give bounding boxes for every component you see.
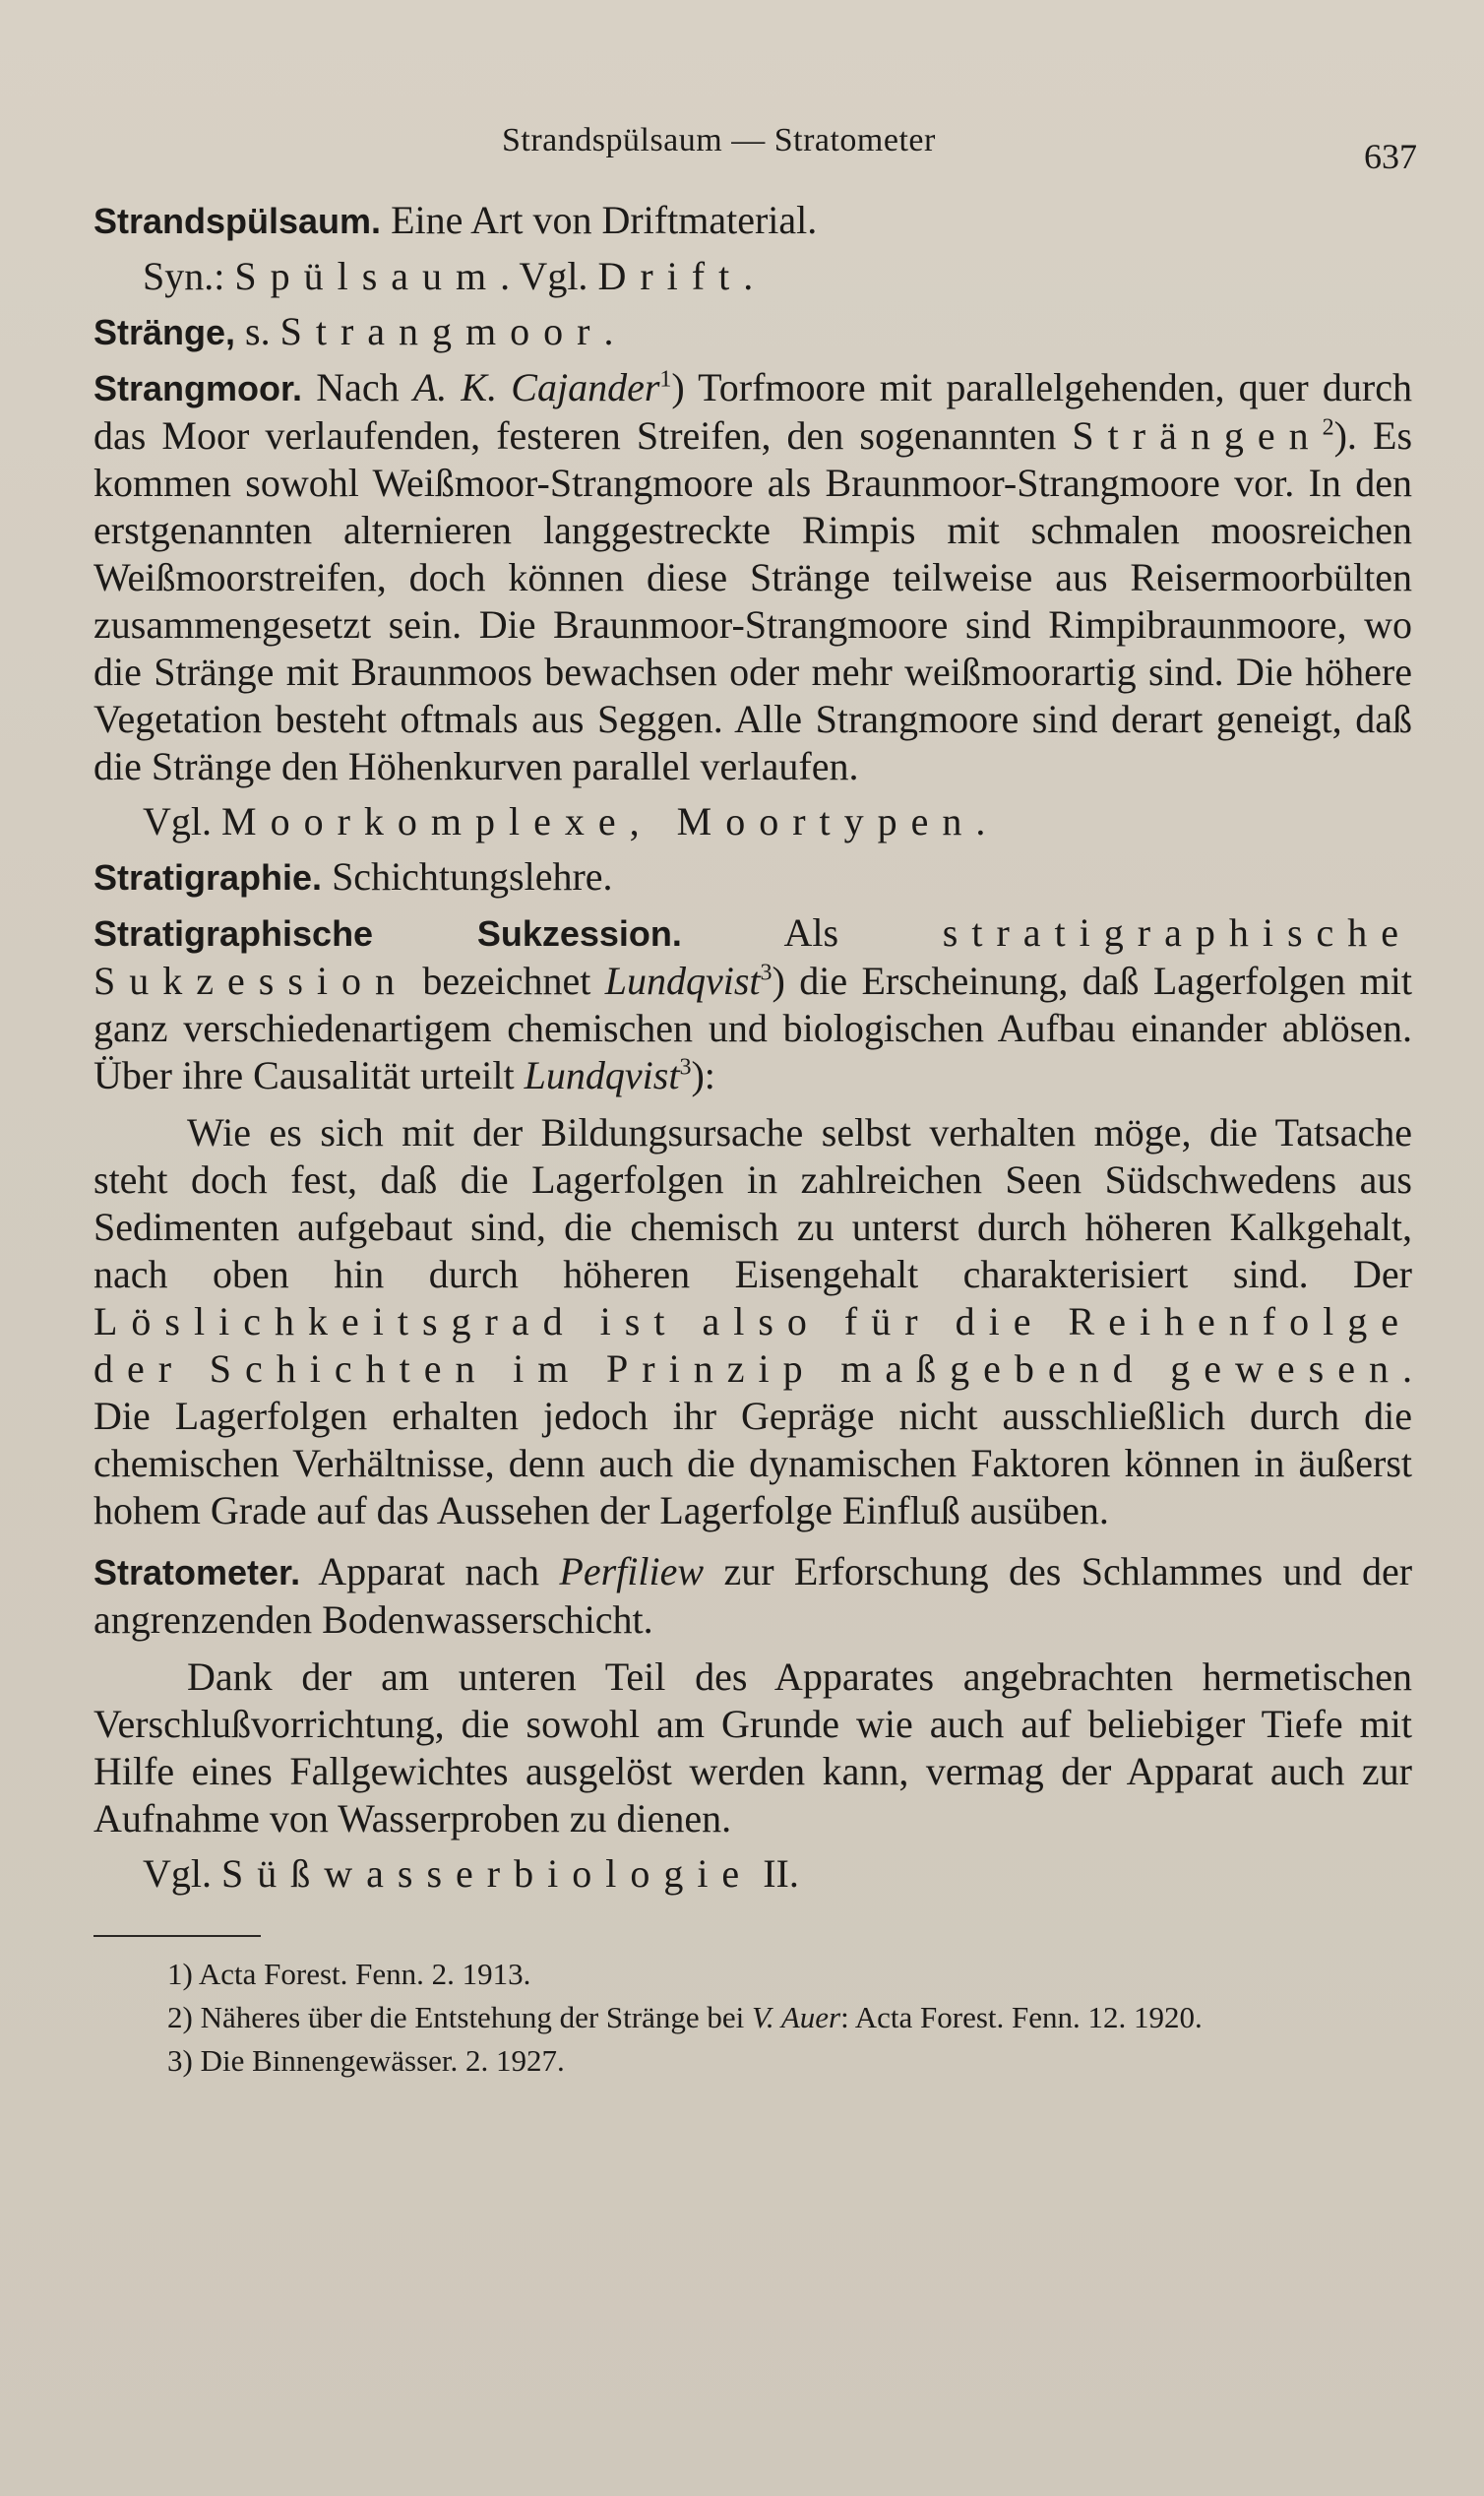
footnote (93, 1998, 1412, 2037)
author-name: Perfiliew (559, 1549, 705, 1593)
entry-term: Stratometer. (93, 1552, 301, 1592)
see-prefix: s. (245, 309, 271, 353)
entry-term: Stratigraphie. (93, 857, 323, 898)
footnote-marker: 1) (167, 1957, 193, 1991)
text: ) Torfmoore mit parallelgehenden, quer durch das Moor verlaufenden, festeren Streifen, den sogenannten (93, 365, 1413, 458)
entry-strandspuelsaum (93, 197, 1412, 245)
spaced-term: Strängen (1072, 413, 1323, 458)
quote-spaced: Löslichkeitsgrad ist also für die Reihenfolge der Schichten im Prinzip maßgebend gewesen (93, 1299, 1412, 1391)
text: zur Erforschung des Schlammes und der angrenzenden Bodenwasserschicht. (93, 1549, 1413, 1642)
author-name: Lundqvist (604, 959, 761, 1003)
running-head: Strandspülsaum — Stratometer (502, 122, 936, 158)
text: Als (783, 910, 839, 955)
text: ). Es kommen sowohl Weißmoor-Strangmoore als Braunmoor-Strangmoore vor. In den erstgenannten alternieren langgestreckte Rimpis mit schmalen moosreichen Weißmoorstreifen, doch können diese Stränge teilweise aus Reisermoorbülten zusammengesetzt sein. Die Braunmoor-Strangmoore sind Rimpibraunmoore, wo die Stränge mit Braunmoos bewachsen oder mehr weißmoorartig sind. Die höhere Vegetation besteht oftmals aus Seggen. Alle Strangmoore sind derart geneigt, daß die Stränge den Höhenkurven parallel verlaufen. (93, 413, 1413, 788)
paragraph: Dank der am unteren Teil des Apparates angebrachten hermetischen Verschlußvorrichtung, die sowohl am Grunde wie auch auf beliebiger Tiefe mit Hilfe eines Fallgewichtes ausgelöst werden kann, vermag der Apparat auch zur Aufnahme von Wasserproben zu dienen. (93, 1654, 1412, 1841)
footnote-text: Acta Forest. Fenn. 2. 1913. (198, 1957, 531, 1991)
entry-stratigraphische-sukzession (93, 909, 1412, 1099)
syn-vgl: . Vgl. (500, 254, 588, 298)
page-header (128, 118, 1417, 177)
vgl-prefix: Vgl. (143, 799, 212, 843)
entry-term: Stratigraphische Sukzession. (93, 913, 682, 954)
syn-ref: Drift (597, 254, 744, 298)
entry-straenge (93, 308, 1412, 356)
footnote-text: Näheres über die Entstehung der Stränge bei (200, 2000, 745, 2034)
entry-term: Strandspülsaum. (93, 201, 382, 241)
page-body (93, 197, 1412, 2085)
footnote-ref: 2 (1322, 414, 1334, 441)
page-number: 637 (1364, 137, 1417, 176)
vgl-end: II. (763, 1851, 799, 1896)
quotation (93, 1109, 1412, 1534)
text: bezeichnet (422, 959, 591, 1003)
footnote-marker: 2) (167, 2000, 193, 2034)
footnote-text: : Acta Forest. Fenn. 12. 1920. (840, 2000, 1203, 2034)
footnotes (93, 1955, 1412, 2081)
text: Apparat nach (318, 1549, 539, 1593)
see-ref: Strangmoor (279, 309, 604, 353)
syn-end: . (743, 254, 754, 298)
synonym-line (93, 253, 1412, 300)
vgl-prefix: Vgl. (143, 1851, 212, 1896)
entry-strangmoor (93, 364, 1412, 790)
footnote-ref: 3 (679, 1054, 692, 1081)
footnote-text: Die Binnengewässer. 2. 1927. (200, 2043, 565, 2078)
vgl-refs: Süßwasserbiologie (221, 1851, 754, 1896)
footnote (93, 1955, 1412, 1994)
author-name: Lundqvist (524, 1053, 680, 1097)
entry-term: Stränge, (93, 312, 236, 352)
quote-text: . Die Lagerfolgen erhalten jedoch ihr Gepräge nicht ausschließlich durch die chemischen Verhältnisse, denn auch die dynamischen Faktoren können in äußerst hohem Grade auf das Aussehen der Lagerfolge Einfluß ausüben. (93, 1346, 1412, 1532)
author-name: A. K. Cajander (412, 365, 660, 409)
author-name: V. Auer (751, 2000, 841, 2034)
footnote-ref: 3 (760, 960, 773, 986)
see-end: . (603, 309, 614, 353)
syn-prefix: Syn.: (143, 254, 225, 298)
entry-definition: Schichtungslehre. (332, 854, 613, 899)
footnote-ref: 1 (659, 366, 672, 393)
entry-term: Strangmoor. (93, 368, 303, 408)
entry-stratigraphie (93, 853, 1412, 902)
footnote (93, 2041, 1412, 2081)
vgl-end: . (975, 799, 986, 843)
footnote-marker: 3) (167, 2043, 193, 2078)
text: ): (691, 1053, 715, 1097)
vgl-line (93, 798, 1412, 845)
vgl-refs: Moorkomplexe, Moortypen (221, 799, 976, 843)
entry-stratometer (93, 1548, 1412, 1644)
quote-text: Wie es sich mit der Bildungsursache selbst verhalten möge, die Tatsache steht doch fest, daß die Lagerfolgen in zahlreichen Seen Südschwedens aus Sedimenten aufgebaut sind, die chemisch zu unterst durch höheren Kalkgehalt, nach oben hin durch höheren Eisengehalt charakterisiert sind. Der (93, 1110, 1412, 1296)
footnote-divider (93, 1935, 261, 1937)
text: ) die Erscheinung, daß Lagerfolgen mit ganz verschiedenartigem chemischen und biologischen Aufbau einander ablösen. Über ihre Causalität urteilt (93, 959, 1413, 1097)
vgl-line (93, 1850, 1412, 1898)
syn-word: Spülsaum (234, 254, 501, 298)
entry-definition: Eine Art von Driftmaterial. (391, 198, 818, 242)
text: Nach (316, 365, 400, 409)
spaced-term: stratigraphische Sukzession (93, 910, 1413, 1003)
